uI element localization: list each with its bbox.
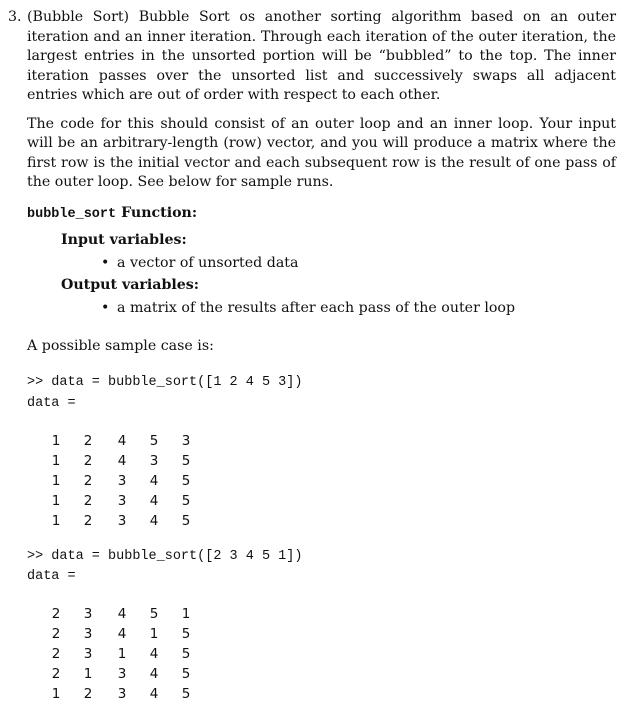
matrix-cell: 4 — [117, 606, 127, 622]
matrix-cell: 1 — [51, 433, 61, 449]
matrix-cell: 5 — [149, 433, 159, 449]
matrix-cell: 3 — [117, 473, 127, 489]
matrix-cell: 2 — [83, 453, 93, 469]
sample-intro: A possible sample case is: — [27, 338, 214, 354]
matrix-cell: 1 — [51, 493, 61, 509]
output-label-2: data = — [27, 569, 76, 584]
matrix-cell: 3 — [181, 433, 191, 449]
matrix-cell: 5 — [181, 626, 191, 642]
input-variables-heading: Input variables: — [61, 232, 187, 248]
input-bullet-text: a vector of unsorted data — [117, 255, 299, 271]
matrix-cell: 3 — [117, 686, 127, 702]
matrix-cell: 1 — [51, 453, 61, 469]
problem-3 — [8, 8, 616, 193]
matrix-cell: 1 — [51, 473, 61, 489]
problem-number: 3. — [8, 9, 22, 25]
matrix-cell: 2 — [83, 473, 93, 489]
output-label-1: data = — [27, 396, 76, 411]
matrix-cell: 2 — [51, 646, 61, 662]
matrix-cell: 4 — [149, 686, 159, 702]
matrix-cell: 3 — [149, 453, 159, 469]
problem-details: The code for this should consist of an outer loop and an inner loop. Your input will be an arbitrary-length (row) vector, and you will produce a matrix where the first row is the initial vector and each subsequent row is the result of one pass of the outer loop. See below for sample runs. — [27, 115, 616, 190]
output-variables-heading: Output variables: — [61, 277, 200, 293]
bullet-dot: • — [101, 255, 110, 271]
matrix-cell: 1 — [83, 666, 93, 682]
matrix-cell: 2 — [51, 666, 61, 682]
matrix-cell: 3 — [117, 513, 127, 529]
matrix-cell: 4 — [149, 493, 159, 509]
matrix-cell: 5 — [181, 666, 191, 682]
matrix-cell: 2 — [83, 686, 93, 702]
matrix-cell: 2 — [83, 493, 93, 509]
sample-command-1: >> data = bubble_sort([1 2 4 5 3]) — [27, 375, 303, 390]
sample-command-2: >> data = bubble_sort([2 3 4 5 1]) — [27, 549, 303, 564]
matrix-cell: 3 — [117, 666, 127, 682]
output-bullet — [101, 300, 515, 316]
matrix-cell: 3 — [117, 493, 127, 509]
matrix-cell: 4 — [117, 626, 127, 642]
matrix-cell: 1 — [149, 626, 159, 642]
matrix-cell: 1 — [51, 513, 61, 529]
matrix-cell: 3 — [83, 626, 93, 642]
matrix-cell: 5 — [181, 646, 191, 662]
matrix-cell: 5 — [181, 473, 191, 489]
matrix-cell: 2 — [51, 606, 61, 622]
matrix-cell: 5 — [181, 513, 191, 529]
output-bullet-text: a matrix of the results after each pass of the outer loop — [117, 300, 516, 316]
matrix-cell: 2 — [51, 626, 61, 642]
matrix-cell: 2 — [83, 513, 93, 529]
matrix-cell: 5 — [181, 686, 191, 702]
function-name: bubble_sort — [27, 207, 117, 222]
matrix-cell: 3 — [83, 606, 93, 622]
input-bullet — [101, 255, 298, 271]
matrix-cell: 4 — [149, 473, 159, 489]
matrix-cell: 2 — [83, 433, 93, 449]
matrix-cell: 5 — [149, 606, 159, 622]
matrix-cell: 5 — [181, 453, 191, 469]
matrix-cell: 1 — [117, 646, 127, 662]
bullet-dot: • — [101, 300, 110, 316]
matrix-cell: 3 — [83, 646, 93, 662]
matrix-cell: 4 — [117, 433, 127, 449]
function-title — [27, 205, 197, 222]
matrix-cell: 4 — [149, 666, 159, 682]
matrix-cell: 1 — [51, 686, 61, 702]
matrix-cell: 4 — [149, 646, 159, 662]
problem-intro: (Bubble Sort) Bubble Sort os another sorting algorithm based on an outer iteration and an inner iteration. Through each iteration of the outer iteration, the largest entries in the unsorted portion will be “bubbled” to the top. The inner iteration passes over the unsorted list and successively swaps all adjacent entries which are out of order with respect to each other. — [27, 9, 616, 103]
matrix-cell: 4 — [117, 453, 127, 469]
matrix-cell: 5 — [181, 493, 191, 509]
matrix-cell: 1 — [181, 606, 191, 622]
function-title-suffix: Function: — [116, 205, 198, 221]
matrix-cell: 4 — [149, 513, 159, 529]
